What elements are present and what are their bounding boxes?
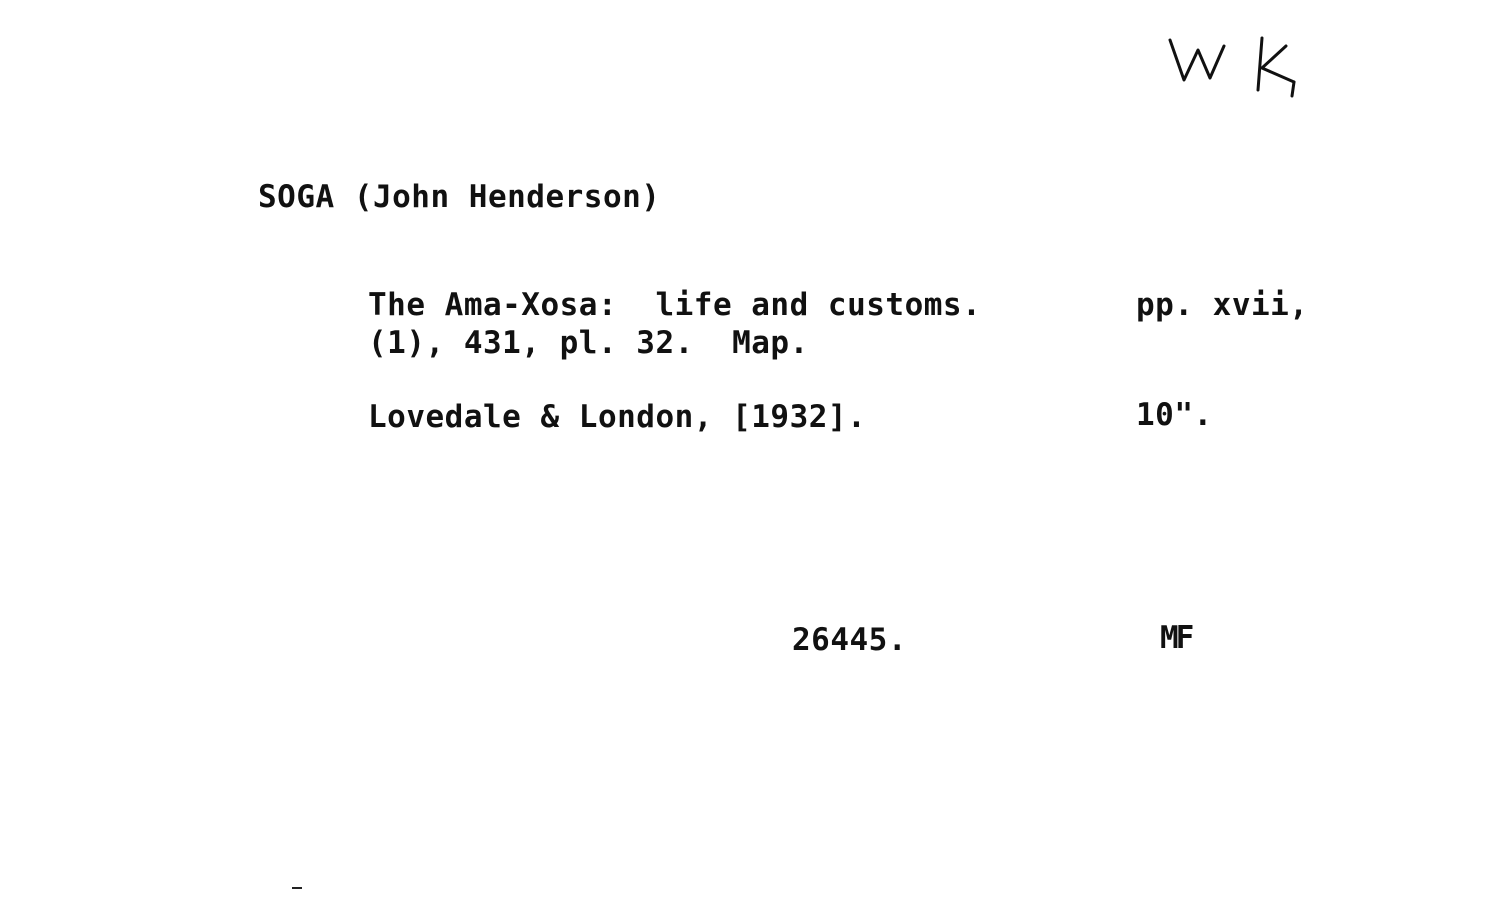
size: 10". [1136, 397, 1213, 433]
author-heading: SOGA (John Henderson) [258, 179, 661, 215]
imprint: Lovedale & London, [1932]. [368, 399, 867, 435]
title-line-1: The Ama-Xosa: life and customs. [368, 287, 982, 323]
pagination: pp. xvii, [1136, 287, 1309, 323]
accession-number: 26445. [792, 622, 907, 658]
format-code: MF [1160, 620, 1192, 656]
stray-mark [292, 887, 302, 889]
title-line-2: (1), 431, pl. 32. Map. [368, 325, 809, 361]
handwritten-initials [1162, 32, 1312, 107]
